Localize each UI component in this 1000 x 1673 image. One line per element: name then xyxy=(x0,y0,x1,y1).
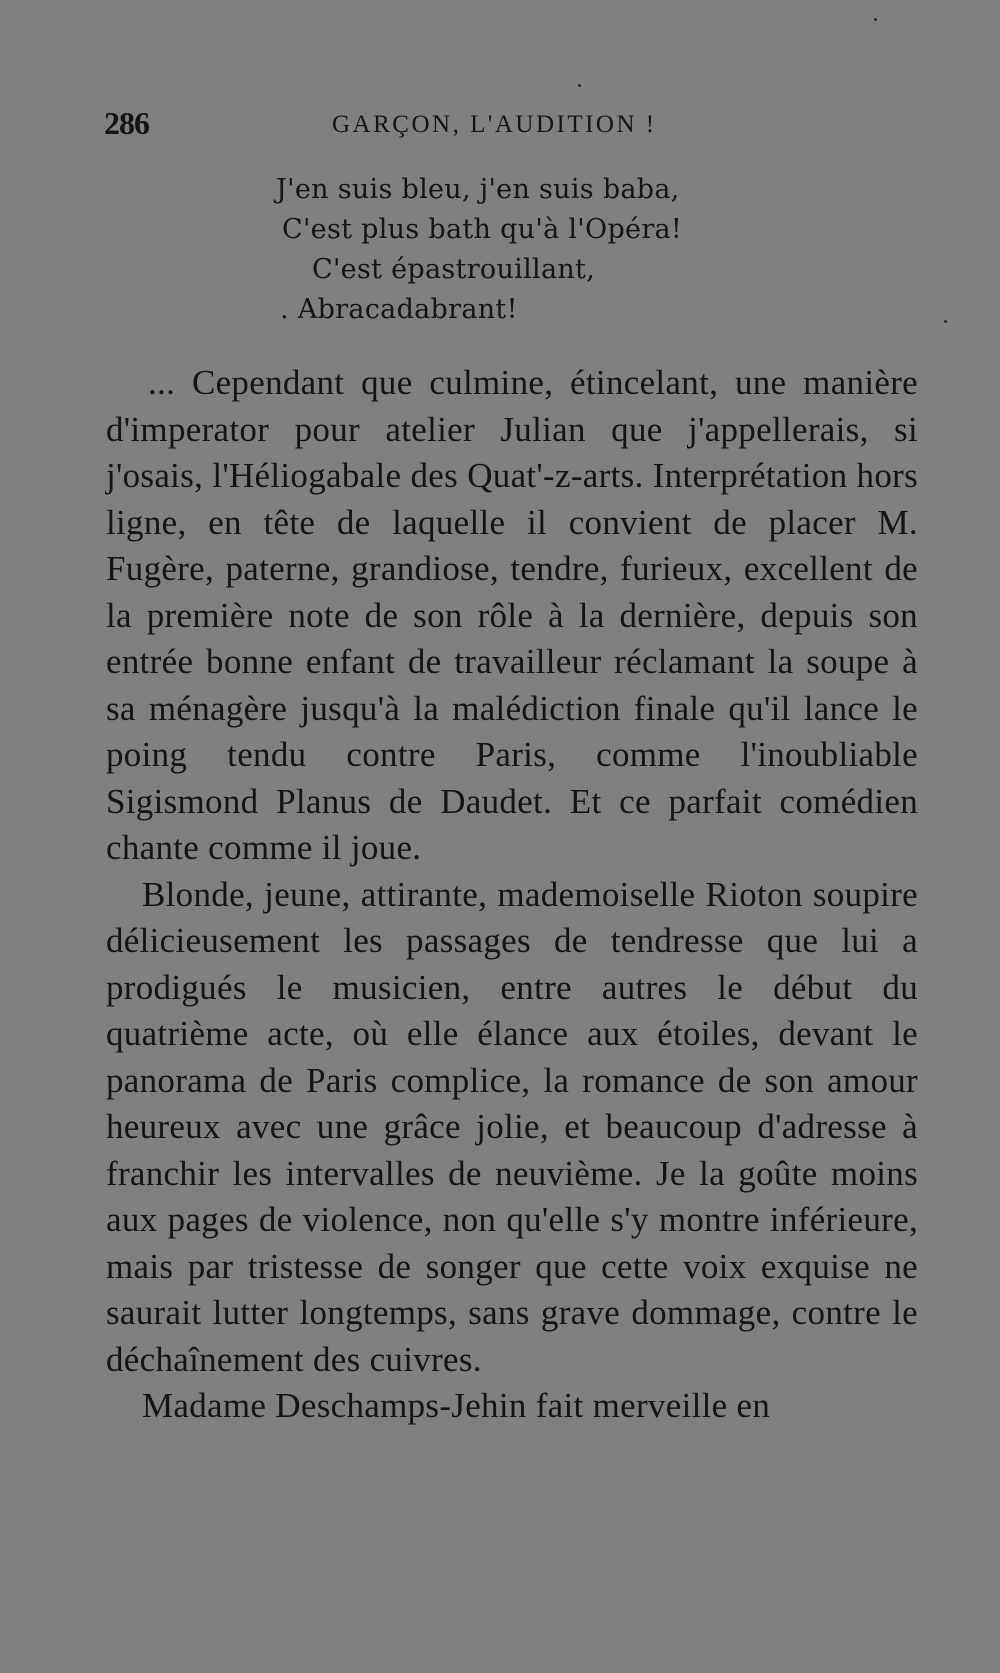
verse-line: C'est plus bath qu'à l'Opéra! xyxy=(282,214,683,245)
paragraph: Madame Deschamps-Jehin fait merveille en xyxy=(142,1386,771,1425)
scan-speck xyxy=(578,84,581,87)
running-title: GARÇON, L'AUDITION ! xyxy=(332,111,657,138)
scan-speck xyxy=(874,18,877,21)
page-number: 286 xyxy=(104,105,149,141)
paragraph: ... Cependant que culmine, étincelant, une manière d'imperator pour atelier Julian que j'appellerais, si j'osais, l'Héliogabale des Quat'-z-arts. Interprétation hors ligne, en tête de laquelle il convient de placer M. Fugère, paterne, grandiose, tendre, furieux, excellent de la première note de son rôle à la dernière, depuis son entrée bonne enfant de travailleur réclamant la soupe à sa ménagère jusqu'à la malédiction finale qu'il lance le poing tendu contre Paris, comme l'inoubliable Sigismond Planus de Daudet. Et ce parfait comédien chante comme il joue. xyxy=(106,363,918,867)
paragraph: Blonde, jeune, attirante, mademoiselle Rioton soupire délicieusement les passages de tendresse que lui a prodigués le musicien, entre autres le début du quatrième acte, où elle élance aux étoiles, devant le panorama de Paris complice, la romance de son amour heureux avec une grâce jolie, et beaucoup d'adresse à franchir les intervalles de neuvième. Je la goûte moins aux pages de violence, non qu'elle s'y montre inférieure, mais par tristesse de songer que cette voix exquise ne saurait lutter longtemps, sans grave dommage, contre le déchaînement des cuivres. xyxy=(106,874,918,1379)
scan-speck xyxy=(944,320,947,323)
verse-line: J'en suis bleu, j'en suis baba, xyxy=(276,174,680,205)
page-header xyxy=(104,105,920,145)
verse-line: . Abracadabrant! xyxy=(280,294,518,325)
body-text xyxy=(106,360,918,1430)
verse-line: C'est épastrouillant, xyxy=(312,254,596,285)
